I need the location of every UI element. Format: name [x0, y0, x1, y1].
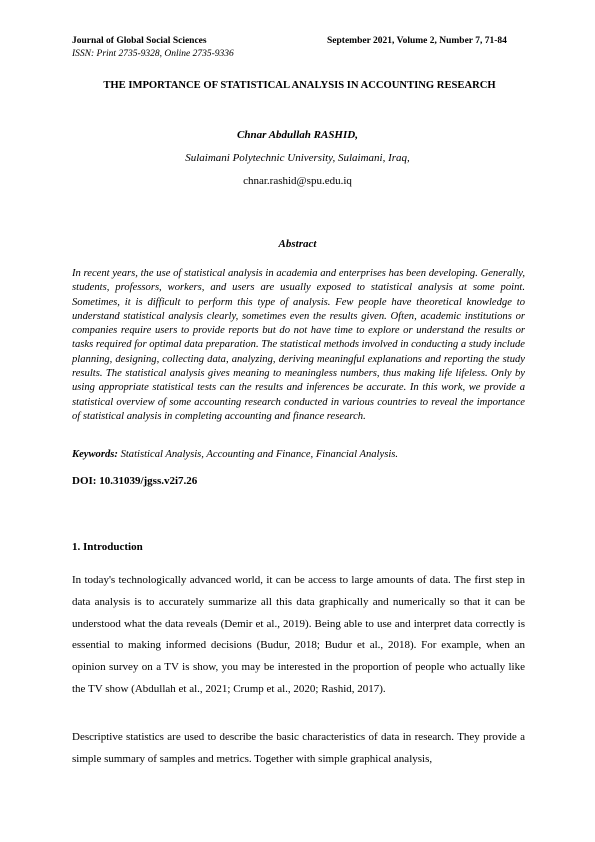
body-paragraph: Descriptive statistics are used to describe the basic characteristics of data in research. They provide a simple summary of samples and metrics. Together with simple graphical analysis,	[72, 731, 525, 765]
journal-issn: ISSN: Print 2735-9328, Online 2735-9336	[72, 49, 234, 59]
journal-name: Journal of Global Social Sciences	[72, 36, 207, 46]
abstract-text: In recent years, the use of statistical analysis in academia and enterprises has been developing. Generally, students, professors, workers, and users are usually exposed to statistical analysis at some point. Sometimes, it is difficult to perform this type of analysis. Few people have theoretical knowledge to understand statistical analysis clearly, sometimes even the results given. Often, academic institutions or companies require users to provide reports but do not have time to explore or understand the results or tasks required for optimal data preparation. The statistical methods involved in conducting a study include planning, designing, collecting data, analyzing, deriving meaningful explanations and reporting the study results. The statistical analysis gives meaning to meaningless numbers, thus making life lifeless. Only by using appropriate statistical tests can the results and inferences be accurate. In this work, we provide a statistical overview of some accounting research conducted in various countries to reveal the importance of statistical analysis in completing accounting and finance research.	[72, 268, 525, 422]
author-email: chnar.rashid@spu.edu.iq	[243, 175, 352, 187]
keywords	[72, 448, 525, 462]
journal-header	[72, 35, 234, 61]
issue-info: September 2021, Volume 2, Number 7, 71-84	[327, 36, 507, 46]
keywords-label: Keywords:	[72, 449, 118, 460]
keywords-text: Statistical Analysis, Accounting and Finance, Financial Analysis.	[120, 449, 399, 460]
abstract-heading: Abstract	[278, 238, 317, 250]
doi: DOI: 10.31039/jgss.v2i7.26	[72, 475, 198, 487]
author-name: Chnar Abdullah RASHID,	[237, 129, 358, 141]
paper-title: THE IMPORTANCE OF STATISTICAL ANALYSIS IN ACCOUNTING RESEARCH	[103, 80, 496, 91]
body-paragraph: In today's technologically advanced world, it can be access to large amounts of data. The first step in data analysis is to accurately summarize all this data graphically and numerically so that it can be understood what the data reveals (Demir et al., 2019). Being able to use and interpret data correctly is essential to making informed decisions (Budur, 2018; Budur et al., 2018). For example, when an opinion survey on a TV is show, you may be interested in the proportion of people who actually like the TV show (Abdullah et al., 2021; Crump et al., 2020; Rashid, 2017).	[72, 574, 525, 695]
author-affiliation: Sulaimani Polytechnic University, Sulaimani, Iraq,	[185, 152, 410, 164]
section-heading: 1. Introduction	[72, 541, 143, 553]
